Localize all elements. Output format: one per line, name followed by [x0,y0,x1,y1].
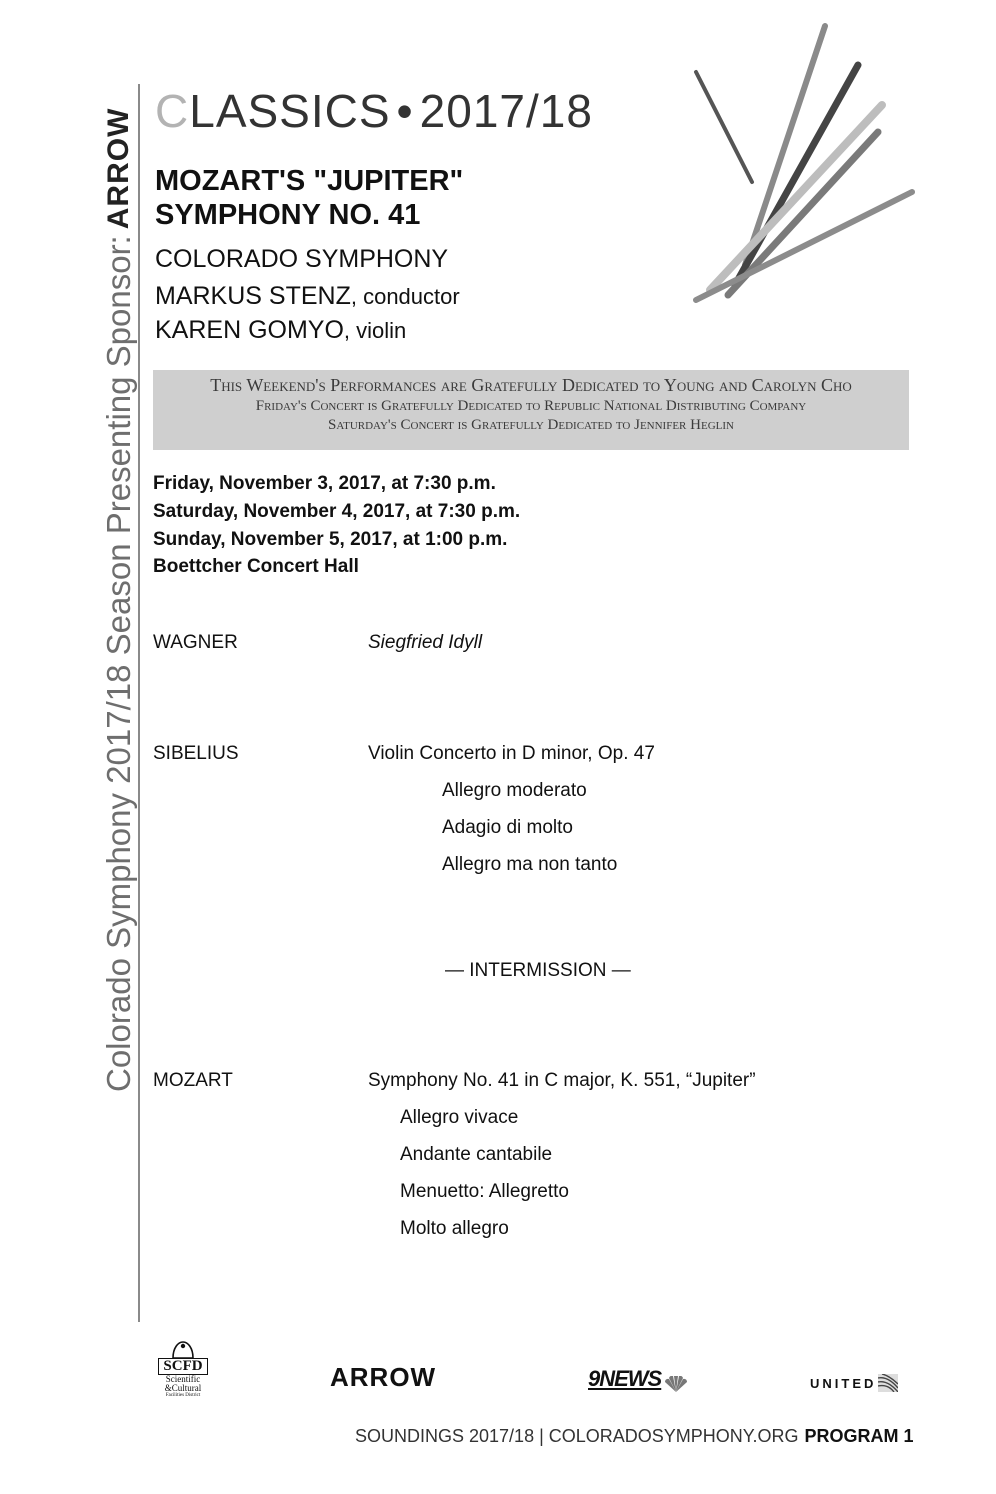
series-dot: • [396,85,414,137]
peacock-icon [663,1376,689,1392]
date-friday: Friday, November 3, 2017, at 7:30 p.m. [153,473,496,494]
series-year: 2017/18 [419,85,593,137]
series-name: LASSICS [189,85,391,137]
baton-lines-graphic [690,20,920,305]
soloist-name: KAREN GOMYO [155,316,344,344]
conductor-role: , conductor [350,284,460,309]
movement: Allegro moderato [442,780,587,801]
vertical-rule [138,84,140,1322]
scfd-line-1: Scientific [165,1374,201,1384]
footer-text: SOUNDINGS 2017/18 | COLORADOSYMPHONY.ORG [355,1426,799,1446]
9news-wordmark: 9NEWS [588,1366,662,1391]
dedication-saturday: Saturday's Concert is Gratefully Dedicated to Jennifer Heglin [328,417,734,433]
9news-logo [588,1366,689,1392]
dedications-box [153,370,909,450]
composer-mozart: MOZART [153,1070,233,1091]
venue: Boettcher Concert Hall [153,556,359,577]
scfd-line-2: &Cultural [164,1383,202,1393]
scfd-figure-icon [170,1340,196,1358]
movement: Allegro vivace [400,1107,519,1128]
date-sunday: Sunday, November 5, 2017, at 1:00 p.m. [153,529,508,550]
date-saturday: Saturday, November 4, 2017, at 7:30 p.m. [153,501,521,522]
dedication-weekend: This Weekend's Performances are Gratefully Dedicated to Young and Carolyn Cho [210,375,852,395]
work-jupiter-symphony: Symphony No. 41 in C major, K. 551, “Jupiter” [368,1070,756,1091]
conductor-name: MARKUS STENZ [155,282,351,310]
scfd-wordmark: SCFD [158,1358,208,1375]
sidebar-arrow-logo: ARROW [102,107,135,230]
soloist-line [155,316,406,345]
concert-title-line-2: SYMPHONY NO. 41 [155,199,421,231]
series-initial: C [155,85,190,137]
movement: Menuetto: Allegretto [400,1181,569,1202]
conductor-line [155,282,460,311]
series-title [155,84,593,138]
united-wordmark: UNITED [810,1375,877,1391]
concert-title-line-1: MOZART'S "JUPITER" [155,165,464,197]
movement: Molto allegro [400,1218,509,1239]
intermission: — INTERMISSION — [445,960,631,981]
dedication-friday: Friday's Concert is Gratefully Dedicated to Republic National Distributing Company [255,398,807,414]
united-globe-icon [878,1374,898,1392]
orchestra-name: COLORADO SYMPHONY [155,245,449,273]
footer-program-number: PROGRAM 1 [804,1426,914,1446]
composer-sibelius: SIBELIUS [153,743,239,764]
movement: Allegro ma non tanto [442,854,618,875]
page-footer [355,1426,914,1447]
concert-title [155,164,463,232]
movement: Andante cantabile [400,1144,553,1165]
work-violin-concerto: Violin Concerto in D minor, Op. 47 [368,743,655,764]
scfd-logo [158,1340,208,1410]
united-logo [810,1374,898,1392]
arrow-logo: ARROW [330,1362,437,1392]
movement: Adagio di molto [442,817,573,838]
scfd-line-3: Facilities District [165,1393,201,1398]
soloist-role: , violin [343,318,407,343]
composer-wagner: WAGNER [153,632,238,653]
sidebar-text: Colorado Symphony 2017/18 Season Presenting Sponsor: [100,235,137,1092]
work-siegfried-idyll: Siegfried Idyll [368,632,483,653]
